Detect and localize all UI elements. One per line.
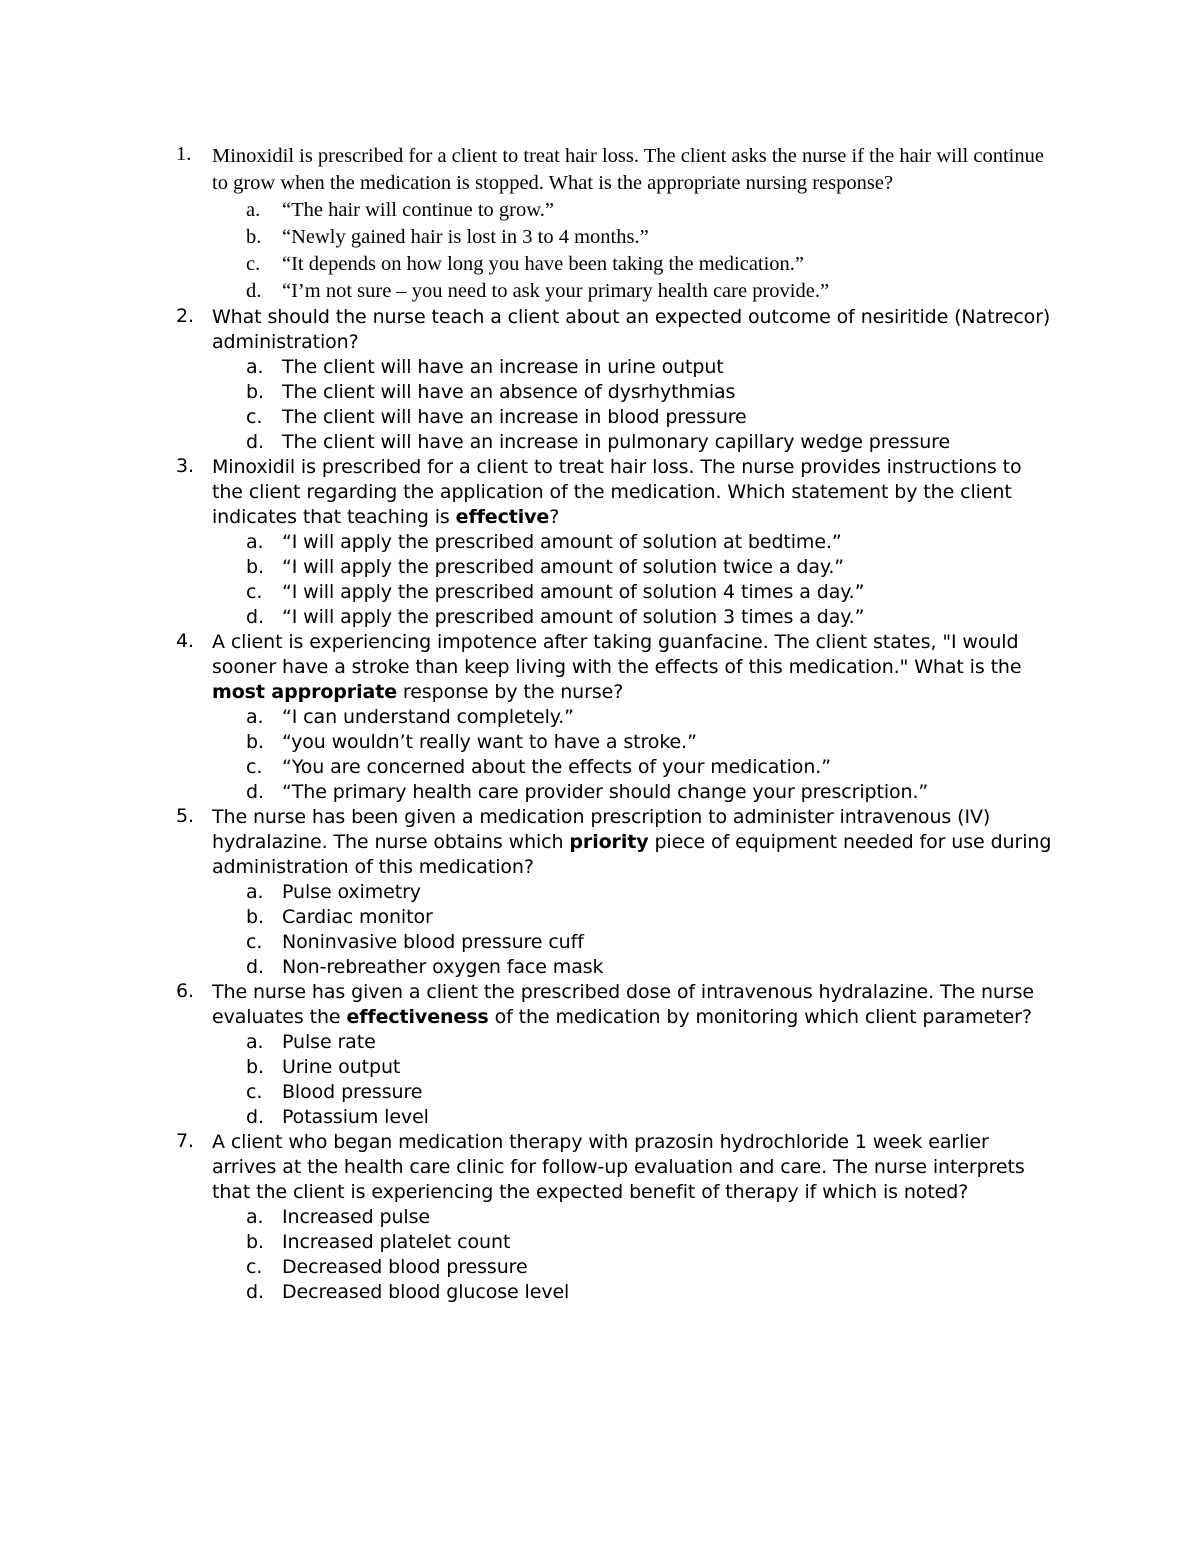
answer-option xyxy=(212,730,1056,755)
option-text: “You are concerned about the effects of your medication.” xyxy=(282,756,831,778)
question-number: 2. xyxy=(176,305,194,327)
option-text: “I’m not sure – you need to ask your primary health care provide.” xyxy=(282,280,830,302)
answer-option xyxy=(212,224,1056,251)
question-item xyxy=(176,805,1056,980)
option-text: Increased pulse xyxy=(282,1206,430,1228)
answer-option xyxy=(212,1255,1056,1280)
option-text: Pulse oximetry xyxy=(282,881,421,903)
option-letter: d. xyxy=(246,1281,264,1303)
option-letter: c. xyxy=(246,406,263,428)
option-letter: a. xyxy=(246,1206,264,1228)
answer-option xyxy=(212,580,1056,605)
question-number: 4. xyxy=(176,630,194,652)
question-text-part: of the medication by monitoring which client parameter? xyxy=(488,1006,1032,1028)
option-letter: a. xyxy=(246,1031,264,1053)
option-text: “The hair will continue to grow.” xyxy=(282,199,554,221)
question-number: 1. xyxy=(176,143,192,165)
question-text-part: ? xyxy=(549,506,560,528)
answer-options xyxy=(212,1205,1056,1305)
emphasis-text: effectiveness xyxy=(346,1006,489,1028)
option-text: “The primary health care provider should change your prescription.” xyxy=(282,781,929,803)
question-number: 6. xyxy=(176,980,194,1002)
emphasis-text: priority xyxy=(569,831,649,853)
question-text xyxy=(212,1130,1056,1205)
option-letter: d. xyxy=(246,781,264,803)
option-text: “I will apply the prescribed amount of solution 3 times a day.” xyxy=(282,606,865,628)
option-letter: a. xyxy=(246,199,261,221)
question-text xyxy=(212,143,1056,197)
option-text: “I will apply the prescribed amount of solution twice a day.” xyxy=(282,556,845,578)
emphasis-text: effective xyxy=(455,506,550,528)
answer-option xyxy=(212,251,1056,278)
option-letter: c. xyxy=(246,1081,263,1103)
option-text: Increased platelet count xyxy=(282,1231,511,1253)
answer-option xyxy=(212,780,1056,805)
answer-option xyxy=(212,555,1056,580)
question-item xyxy=(176,143,1056,305)
question-item xyxy=(176,630,1056,805)
option-letter: a. xyxy=(246,881,264,903)
question-item xyxy=(176,455,1056,630)
option-text: Decreased blood glucose level xyxy=(282,1281,570,1303)
option-text: “you wouldn’t really want to have a stroke.” xyxy=(282,731,697,753)
question-text-part: response by the nurse? xyxy=(396,681,624,703)
option-text: “I will apply the prescribed amount of solution 4 times a day.” xyxy=(282,581,865,603)
option-text: The client will have an increase in pulmonary capillary wedge pressure xyxy=(282,431,951,453)
answer-option xyxy=(212,905,1056,930)
option-letter: d. xyxy=(246,280,262,302)
option-text: Cardiac monitor xyxy=(282,906,433,928)
answer-option xyxy=(212,197,1056,224)
option-letter: d. xyxy=(246,431,264,453)
question-text-part: What should the nurse teach a client about an expected outcome of nesiritide (Natrecor) administration? xyxy=(212,306,1051,353)
question-text xyxy=(212,980,1056,1030)
option-letter: d. xyxy=(246,956,264,978)
option-text: Urine output xyxy=(282,1056,401,1078)
emphasis-text: most appropriate xyxy=(212,681,397,703)
option-text: Noninvasive blood pressure cuff xyxy=(282,931,584,953)
option-letter: b. xyxy=(246,226,262,248)
question-text xyxy=(212,305,1056,355)
answer-option xyxy=(212,880,1056,905)
answer-option xyxy=(212,1105,1056,1130)
option-letter: a. xyxy=(246,706,264,728)
option-letter: d. xyxy=(246,1106,264,1128)
question-number: 5. xyxy=(176,805,194,827)
option-text: Decreased blood pressure xyxy=(282,1256,528,1278)
option-letter: b. xyxy=(246,556,264,578)
answer-options xyxy=(212,880,1056,980)
answer-options xyxy=(212,1030,1056,1130)
question-text-part: The nurse has been given a medication prescription to administer intravenous (IV) hydralazine. The nurse obtains which xyxy=(212,806,991,853)
answer-options xyxy=(212,197,1056,305)
question-text-part: Minoxidil is prescribed for a client to treat hair loss. The nurse provides instructions to the client regarding the application of the medication. Which statement by the client indicates that teaching is xyxy=(212,456,1022,528)
question-list xyxy=(176,143,1056,1305)
answer-option xyxy=(212,1280,1056,1305)
option-text: Potassium level xyxy=(282,1106,429,1128)
answer-option xyxy=(212,1205,1056,1230)
answer-option xyxy=(212,430,1056,455)
answer-options xyxy=(212,355,1056,455)
answer-option xyxy=(212,530,1056,555)
answer-option xyxy=(212,930,1056,955)
option-text: The client will have an increase in blood pressure xyxy=(282,406,747,428)
option-letter: d. xyxy=(246,606,264,628)
option-letter: b. xyxy=(246,1231,264,1253)
option-letter: b. xyxy=(246,731,264,753)
question-number: 3. xyxy=(176,455,194,477)
answer-option xyxy=(212,1080,1056,1105)
option-text: Non-rebreather oxygen face mask xyxy=(282,956,604,978)
question-text-part: piece of equipment needed for use during administration of this medication? xyxy=(212,831,1052,878)
question-text-part: Minoxidil is prescribed for a client to treat hair loss. The client asks the nurse if the hair will continue to grow when the medication is stopped. What is the appropriate nursing response? xyxy=(212,145,1044,194)
answer-option xyxy=(212,1030,1056,1055)
answer-options xyxy=(212,530,1056,630)
question-text-part: The nurse has given a client the prescribed dose of intravenous hydralazine. The nurse evaluates the xyxy=(212,981,1034,1028)
answer-option xyxy=(212,355,1056,380)
question-number: 7. xyxy=(176,1130,194,1152)
option-text: “Newly gained hair is lost in 3 to 4 months.” xyxy=(282,226,649,248)
option-letter: b. xyxy=(246,1056,264,1078)
option-text: “I will apply the prescribed amount of solution at bedtime.” xyxy=(282,531,842,553)
option-letter: c. xyxy=(246,756,263,778)
question-item xyxy=(176,980,1056,1130)
answer-option xyxy=(212,278,1056,305)
option-text: Pulse rate xyxy=(282,1031,376,1053)
option-letter: b. xyxy=(246,381,264,403)
question-item xyxy=(176,1130,1056,1305)
option-text: “It depends on how long you have been taking the medication.” xyxy=(282,253,805,275)
option-text: The client will have an increase in urine output xyxy=(282,356,724,378)
option-letter: a. xyxy=(246,531,264,553)
option-letter: a. xyxy=(246,356,264,378)
option-letter: c. xyxy=(246,1256,263,1278)
question-text xyxy=(212,455,1056,530)
option-text: Blood pressure xyxy=(282,1081,423,1103)
question-item xyxy=(176,305,1056,455)
option-text: The client will have an absence of dysrhythmias xyxy=(282,381,736,403)
option-letter: c. xyxy=(246,253,261,275)
option-letter: b. xyxy=(246,906,264,928)
option-letter: c. xyxy=(246,931,263,953)
answer-option xyxy=(212,605,1056,630)
answer-option xyxy=(212,755,1056,780)
question-text-part: A client who began medication therapy with prazosin hydrochloride 1 week earlier arrives at the health care clinic for follow-up evaluation and care. The nurse interprets that the client is experiencing the expected benefit of therapy if which is noted? xyxy=(212,1131,1025,1203)
question-text-part: A client is experiencing impotence after taking guanfacine. The client states, "I would sooner have a stroke than keep living with the effects of this medication." What is the xyxy=(212,631,1022,678)
answer-option xyxy=(212,705,1056,730)
question-text xyxy=(212,630,1056,705)
option-text: “I can understand completely.” xyxy=(282,706,574,728)
answer-option xyxy=(212,1230,1056,1255)
option-letter: c. xyxy=(246,581,263,603)
answer-option xyxy=(212,405,1056,430)
answer-option xyxy=(212,955,1056,980)
answer-option xyxy=(212,1055,1056,1080)
answer-option xyxy=(212,380,1056,405)
question-text xyxy=(212,805,1056,880)
answer-options xyxy=(212,705,1056,805)
